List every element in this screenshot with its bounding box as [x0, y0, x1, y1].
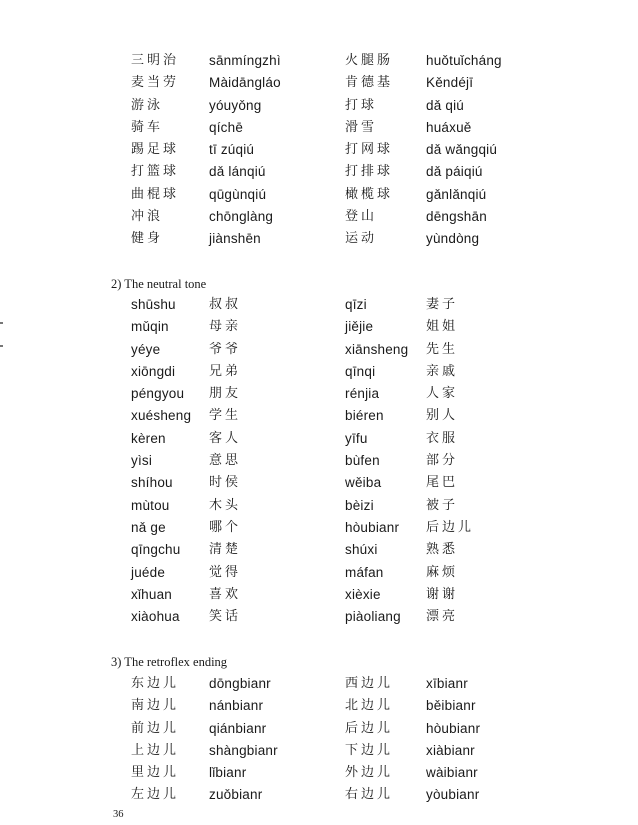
- hanzi-term: 前边儿: [131, 720, 180, 736]
- pinyin-term: hòubianr: [345, 519, 400, 535]
- vocab-row: [0, 95, 638, 117]
- hanzi-term: 骑车: [131, 119, 164, 135]
- hanzi-term: 后边儿: [345, 720, 394, 736]
- hanzi-term: 母亲: [209, 319, 242, 335]
- pinyin-term: běibianr: [426, 698, 476, 714]
- pinyin-term: nǎ ge: [131, 519, 166, 535]
- pinyin-term: shúxi: [345, 542, 378, 558]
- hanzi-term: 笑话: [209, 609, 242, 625]
- hanzi-term: 清楚: [209, 542, 242, 558]
- pinyin-term: zuǒbianr: [209, 787, 263, 803]
- hanzi-term: 哪个: [209, 519, 242, 535]
- vocab-row: [0, 695, 638, 717]
- hanzi-term: 南边儿: [131, 698, 180, 714]
- pinyin-term: bèizi: [345, 497, 374, 513]
- pinyin-term: huáxuě: [426, 119, 472, 135]
- pinyin-term: yòubianr: [426, 787, 480, 803]
- hanzi-term: 客人: [209, 430, 242, 446]
- section-2-heading: 2) The neutral tone: [111, 277, 207, 291]
- pinyin-term: juéde: [131, 564, 166, 580]
- pinyin-term: kèren: [131, 430, 166, 446]
- vocab-row: [0, 117, 638, 139]
- hanzi-term: 曲棍球: [131, 186, 180, 202]
- hanzi-term: 打排球: [345, 164, 394, 180]
- vocab-row: [0, 472, 638, 494]
- pinyin-term: shíhou: [131, 475, 173, 491]
- hanzi-term: 姐姐: [426, 319, 459, 335]
- vocab-row: [0, 606, 638, 628]
- section-3-heading: 3) The retroflex ending: [111, 655, 228, 669]
- hanzi-term: 健身: [131, 231, 164, 247]
- pinyin-term: dēngshān: [426, 209, 487, 225]
- hanzi-term: 木头: [209, 497, 242, 513]
- hanzi-term: 漂亮: [426, 609, 459, 625]
- pinyin-term: péngyou: [131, 386, 185, 402]
- pinyin-term: jiějie: [345, 319, 374, 335]
- pinyin-term: yīfu: [345, 430, 368, 446]
- hanzi-term: 人家: [426, 386, 459, 402]
- hanzi-term: 麻烦: [426, 564, 459, 580]
- page-number: 36: [113, 809, 124, 820]
- hanzi-term: 被子: [426, 497, 459, 513]
- vocab-row: [0, 539, 638, 561]
- hanzi-term: 先生: [426, 341, 459, 357]
- pinyin-term: yùndòng: [426, 231, 480, 247]
- pinyin-term: hòubianr: [426, 720, 481, 736]
- pinyin-term: yóuyǒng: [209, 97, 262, 113]
- pinyin-term: mùtou: [131, 497, 170, 513]
- pinyin-term: shàngbianr: [209, 742, 278, 758]
- hanzi-term: 橄榄球: [345, 186, 394, 202]
- hanzi-term: 亲戚: [426, 363, 459, 379]
- hanzi-term: 学生: [209, 408, 242, 424]
- pinyin-term: sānmíngzhì: [209, 53, 281, 68]
- pinyin-term: chōnglàng: [209, 209, 274, 225]
- hanzi-term: 运动: [345, 231, 378, 247]
- hanzi-term: 别人: [426, 408, 459, 424]
- hanzi-term: 尾巴: [426, 475, 459, 491]
- hanzi-term: 部分: [426, 453, 459, 469]
- pinyin-term: qīnqi: [345, 363, 376, 379]
- pinyin-term: dǎ wǎngqiú: [426, 142, 498, 158]
- pinyin-term: qīngchu: [131, 542, 181, 558]
- hanzi-term: 谢谢: [426, 586, 459, 602]
- pinyin-term: bùfen: [345, 453, 380, 469]
- pinyin-term: wàibianr: [426, 765, 478, 781]
- vocab-row: [0, 562, 638, 584]
- hanzi-term: 衣服: [426, 430, 459, 446]
- pinyin-term: biéren: [345, 408, 384, 424]
- hanzi-term: 西边儿: [345, 676, 394, 691]
- pinyin-term: xībianr: [426, 676, 468, 691]
- hanzi-term: 东边儿: [131, 676, 180, 691]
- hanzi-term: 北边儿: [345, 698, 394, 714]
- pinyin-term: xiānsheng: [345, 341, 409, 357]
- vocab-row: [0, 339, 638, 361]
- margin-mark: [0, 345, 3, 347]
- pinyin-term: qiánbianr: [209, 720, 267, 736]
- pinyin-term: dōngbianr: [209, 676, 271, 691]
- hanzi-term: 喜欢: [209, 586, 242, 602]
- hanzi-term: 登山: [345, 209, 378, 225]
- vocab-row: [0, 294, 638, 316]
- hanzi-term: 爷爷: [209, 341, 242, 357]
- pinyin-term: xuésheng: [131, 408, 192, 424]
- hanzi-term: 上边儿: [131, 742, 180, 758]
- hanzi-term: 火腿肠: [345, 53, 394, 68]
- pinyin-term: piàoliang: [345, 609, 401, 625]
- vocabulary-section-1: [0, 50, 638, 251]
- hanzi-term: 妻子: [426, 297, 459, 312]
- pinyin-term: qīzi: [345, 297, 367, 312]
- pinyin-term: yéye: [131, 341, 161, 357]
- vocab-row: [0, 673, 638, 695]
- hanzi-term: 麦当劳: [131, 75, 180, 91]
- vocab-row: [0, 405, 638, 427]
- hanzi-term: 熟悉: [426, 542, 459, 558]
- hanzi-term: 外边儿: [345, 765, 394, 781]
- pinyin-term: xiàohua: [131, 609, 180, 625]
- pinyin-term: qūgùnqiú: [209, 186, 267, 202]
- pinyin-term: máfan: [345, 564, 384, 580]
- vocab-row: [0, 762, 638, 784]
- vocab-row: [0, 161, 638, 183]
- neutral-tone-section: [0, 294, 638, 628]
- hanzi-term: 游泳: [131, 97, 164, 113]
- pinyin-term: xièxie: [345, 586, 381, 602]
- hanzi-term: 踢足球: [131, 142, 180, 158]
- vocab-row: [0, 428, 638, 450]
- hanzi-term: 右边儿: [345, 787, 394, 803]
- margin-mark: [0, 322, 3, 324]
- hanzi-term: 滑雪: [345, 119, 378, 135]
- pinyin-term: jiànshēn: [209, 231, 261, 247]
- pinyin-term: xiōngdi: [131, 363, 176, 379]
- vocab-row: [0, 450, 638, 472]
- hanzi-term: 兄弟: [209, 363, 242, 379]
- pinyin-term: xǐhuan: [131, 586, 172, 602]
- vocab-row: [0, 495, 638, 517]
- hanzi-term: 时侯: [209, 475, 242, 491]
- vocab-row: [0, 740, 638, 762]
- hanzi-term: 肯德基: [345, 75, 394, 91]
- pinyin-term: dǎ qiú: [426, 97, 464, 113]
- pinyin-term: tī zúqiú: [209, 142, 255, 158]
- pinyin-term: dǎ páiqiú: [426, 164, 483, 180]
- hanzi-term: 冲浪: [131, 209, 164, 225]
- vocab-row: [0, 206, 638, 228]
- pinyin-term: qíchē: [209, 119, 244, 135]
- hanzi-term: 打球: [345, 97, 378, 113]
- hanzi-term: 后边儿: [426, 519, 475, 535]
- hanzi-term: 下边儿: [345, 742, 394, 758]
- pinyin-term: Kěndéjī: [426, 75, 474, 91]
- pinyin-term: nánbianr: [209, 698, 264, 714]
- vocab-row: [0, 184, 638, 206]
- hanzi-term: 左边儿: [131, 787, 180, 803]
- vocab-row: [0, 517, 638, 539]
- hanzi-term: 意思: [209, 453, 242, 469]
- vocab-row: [0, 584, 638, 606]
- vocab-row: [0, 361, 638, 383]
- vocab-row: [0, 228, 638, 250]
- pinyin-term: xiàbianr: [426, 742, 475, 758]
- pinyin-term: yìsi: [131, 453, 153, 469]
- vocab-row: [0, 72, 638, 94]
- retroflex-ending-section: [0, 673, 638, 807]
- pinyin-term: huǒtuǐcháng: [426, 53, 502, 68]
- pinyin-term: wěiba: [345, 475, 382, 491]
- vocab-row: [0, 383, 638, 405]
- vocab-row: [0, 718, 638, 740]
- pinyin-term: Màidāngláo: [209, 75, 281, 91]
- hanzi-term: 打网球: [345, 142, 394, 158]
- hanzi-term: 里边儿: [131, 765, 180, 781]
- vocab-row: [0, 316, 638, 338]
- pinyin-term: shūshu: [131, 297, 176, 312]
- pinyin-term: gǎnlǎnqiú: [426, 186, 487, 202]
- hanzi-term: 朋友: [209, 386, 242, 402]
- hanzi-term: 觉得: [209, 564, 242, 580]
- hanzi-term: 叔叔: [209, 297, 242, 312]
- pinyin-term: rénjia: [345, 386, 380, 402]
- hanzi-term: 打篮球: [131, 164, 180, 180]
- vocab-row: [0, 139, 638, 161]
- pinyin-term: mǔqin: [131, 319, 169, 335]
- pinyin-term: dǎ lánqiú: [209, 164, 266, 180]
- vocab-row: [0, 50, 638, 72]
- pinyin-term: lǐbianr: [209, 765, 247, 781]
- vocab-row: [0, 784, 638, 806]
- hanzi-term: 三明治: [131, 53, 180, 68]
